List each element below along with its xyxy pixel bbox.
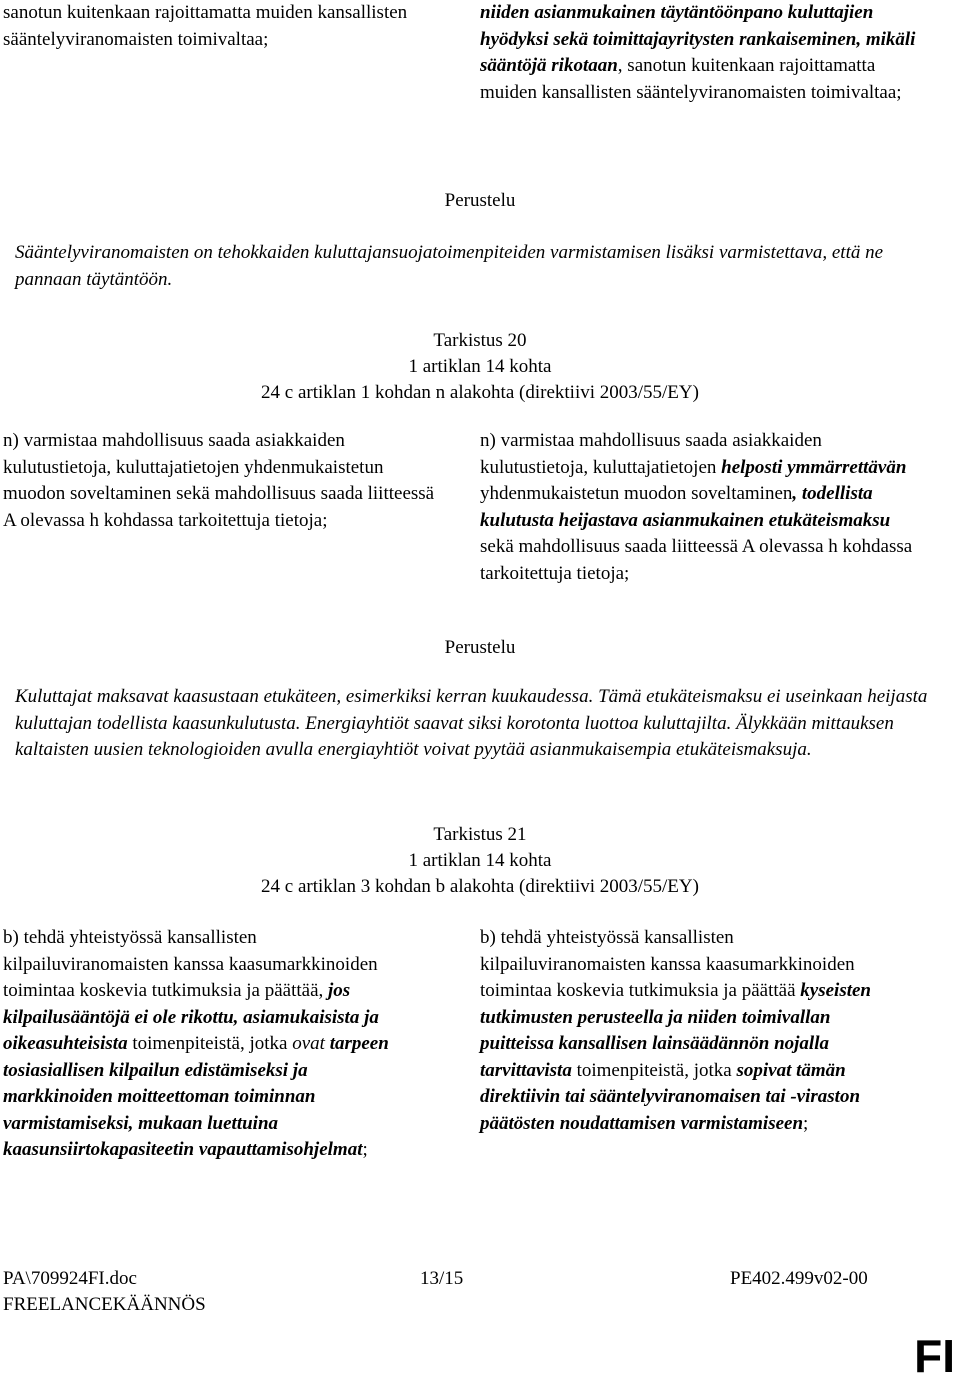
top-right-text bbox=[480, 0, 920, 106]
text-run: b) tehdä yhteistyössä kansallisten kilpailuviranomaisten kanssa kaasumarkkinoiden toimintaa koskevia tutkimuksia ja päättää bbox=[480, 927, 855, 1001]
text-run: sekä mahdollisuus saada liitteessä A olevassa h kohdassa tarkoitettuja tietoja; bbox=[480, 536, 913, 584]
text-run: n) varmistaa mahdollisuus saada asiakkaiden kulutustietoja, kuluttajatietojen bbox=[480, 430, 822, 478]
emphasized-text-run: jos kilpailusääntöjä ei ole rikottu, asiamukaisista ja oikeasuhteisista bbox=[3, 980, 379, 1054]
emphasized-text-run: sopivat tämän direktiivin tai sääntelyviranomaisen tai -viraston päätösten noudattamisen varmistamiseen bbox=[480, 1059, 861, 1134]
text-run: ; bbox=[362, 1139, 368, 1160]
justification-heading-2: Perustelu bbox=[444, 637, 516, 658]
footer-page-number: 13/15 bbox=[420, 1268, 464, 1289]
text-run: toimenpiteistä, jotka bbox=[571, 1059, 737, 1081]
language-mark: FI bbox=[914, 1330, 955, 1382]
text-run: b) tehdä yhteistyössä kansallisten kilpailuviranomaisten kanssa kaasumarkkinoiden toimintaa koskevia tutkimuksia ja päättää, bbox=[3, 927, 378, 1001]
amendment-21-ref1: 1 artiklan 14 kohta bbox=[408, 850, 552, 871]
top-left-text: sanotun kuitenkaan rajoittamatta muiden kansallisten sääntelyviranomaisten toimivaltaa; bbox=[3, 2, 408, 50]
text-run: yhdenmukaistetun muodon soveltaminen bbox=[480, 483, 793, 504]
amendment-20-ref1: 1 artiklan 14 kohta bbox=[408, 356, 552, 377]
emphasized-text-run: , todellista kulutusta heijastava asianmukainen etukäteismaksu bbox=[480, 483, 891, 531]
emphasized-text-run: kyseisten tutkimusten perusteella ja niiden toimivallan puitteissa kansallisen lainsäädännön nojalla tarvittavista bbox=[480, 980, 871, 1081]
amendment-20-amended-text bbox=[480, 428, 920, 587]
text-run: , sanotun kuitenkaan rajoittamatta muiden kansallisten sääntelyviranomaisten toimivaltaa; bbox=[480, 55, 902, 103]
footer-pe-ref: PE402.499v02-00 bbox=[730, 1268, 868, 1289]
footer-service: FREELANCEKÄÄNNÖS bbox=[3, 1294, 206, 1315]
emphasized-text-run: ovat bbox=[292, 1033, 325, 1054]
text-run: toimenpiteistä, jotka bbox=[127, 1033, 293, 1054]
justification-text-2: Kuluttajat maksavat kaasustaan etukäteen, esimerkiksi kerran kuukaudessa. Tämä etukäteismaksu ei useinkaan heijasta kuluttajan todellista kaasunkulutusta. Energiayhtiöt saavat siksi korotonta luottoa kuluttajilta. Älykkään mittauksen kaltaisten uusien teknologioiden avulla energiayhtiöt voivat pyytää asianmukaisempia etukäteismaksuja. bbox=[15, 686, 928, 760]
footer-doc-ref: PA\709924FI.doc bbox=[3, 1268, 137, 1289]
amendment-21-title: Tarkistus 21 bbox=[433, 824, 527, 845]
amendment-20-commission-text: n) varmistaa mahdollisuus saada asiakkaiden kulutustietoja, kuluttajatietojen yhdenmukaistetun muodon soveltaminen sekä mahdollisuus saada liitteessä A olevassa h kohdassa tarkoitettuja tietoja; bbox=[3, 430, 435, 531]
amendment-20-ref2: 24 c artiklan 1 kohdan n alakohta (direktiivi 2003/55/EY) bbox=[261, 382, 699, 403]
emphasized-text-run: niiden asianmukainen täytäntöönpano kuluttajien hyödyksi sekä toimittajayritysten rankaiseminen, mikäli sääntöjä rikotaan bbox=[480, 2, 916, 76]
text-run: ; bbox=[803, 1112, 809, 1134]
amendment-21-ref2: 24 c artiklan 3 kohdan b alakohta (direktiivi 2003/55/EY) bbox=[261, 876, 699, 897]
amendment-20-title: Tarkistus 20 bbox=[433, 330, 527, 351]
amendment-21-commission-text bbox=[3, 925, 408, 1164]
amendment-21-amended-text bbox=[480, 925, 900, 1137]
justification-heading-1: Perustelu bbox=[444, 190, 516, 211]
emphasized-text-run: tarpeen tosiasiallisen kilpailun edistämiseksi ja markkinoiden moitteettoman toiminnan varmistamiseksi, mukaan luettuina kaasunsiirtokapasiteetin vapauttamisohjelmat bbox=[3, 1033, 389, 1160]
emphasized-text-run: helposti ymmärrettävän bbox=[721, 456, 907, 478]
justification-text-1: Sääntelyviranomaisten on tehokkaiden kuluttajansuojatoimenpiteiden varmistamisen lisäksi varmistettava, että ne pannaan täytäntöön. bbox=[15, 242, 884, 290]
